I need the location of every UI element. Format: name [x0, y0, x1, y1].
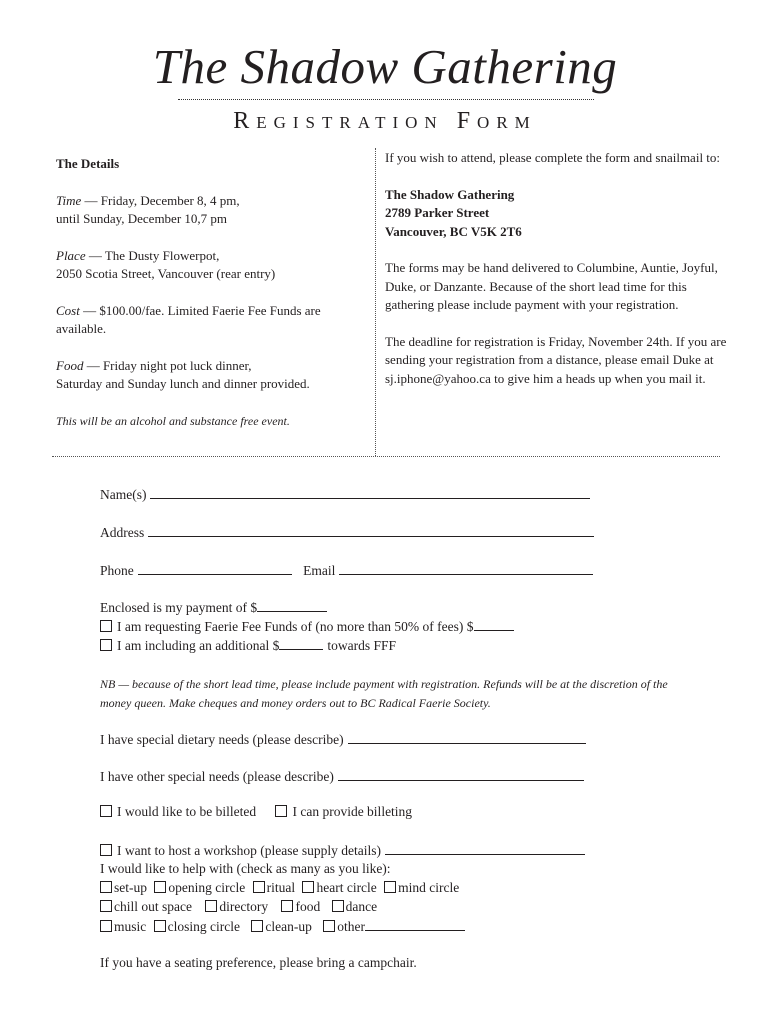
time-line2: until Sunday, December 10,7 pm [56, 211, 228, 226]
cleanup-label: clean-up [265, 919, 312, 934]
other-label: other [337, 919, 365, 934]
music-checkbox[interactable] [100, 920, 112, 932]
place-line1: — The Dusty Flowerpot, [88, 247, 220, 263]
fff-request-label: I am requesting Faerie Fee Funds of (no more than 50% of fees) $ [117, 619, 474, 634]
workshop-field[interactable] [385, 842, 585, 855]
column-divider [375, 148, 376, 456]
food-line2: Saturday and Sunday lunch and dinner provided. [56, 376, 310, 391]
chill-out-label: chill out space [114, 899, 192, 914]
closing-circle-checkbox[interactable] [154, 920, 166, 932]
cost-info [56, 302, 366, 339]
address-line1: The Shadow Gathering [385, 186, 515, 202]
seating-note: If you have a seating preference, please bring a campchair. [100, 955, 417, 970]
food-label: food [295, 899, 321, 914]
time-line1: — Friday, December 8, 4 pm, [84, 192, 240, 208]
title-divider [178, 99, 594, 100]
address-label: Address [100, 525, 145, 540]
fff-request-checkbox[interactable] [100, 620, 112, 632]
dance-label: dance [345, 899, 378, 914]
place-label: Place [56, 247, 86, 263]
fff-request-field[interactable] [474, 618, 514, 631]
address-row [100, 524, 594, 541]
names-label: Name(s) [100, 487, 147, 502]
ritual-checkbox[interactable] [253, 881, 265, 893]
other-needs-field[interactable] [338, 768, 584, 781]
details-column [56, 155, 366, 430]
deadline-text: The deadline for registration is Friday, November 24th. If you are sending your registration from a distance, please email Duke at sj.iphone@yahoo.ca to give him a heads up when you mail it. [385, 333, 727, 386]
additional-label: I am including an additional $ [117, 638, 280, 653]
provide-billeting-checkbox[interactable] [275, 805, 287, 817]
setup-label: set-up [114, 880, 147, 895]
directory-checkbox[interactable] [205, 900, 217, 912]
workshop-checkbox[interactable] [100, 844, 112, 856]
additional-row [100, 637, 396, 654]
billeted-label: I would like to be billeted [117, 804, 257, 819]
info-column [385, 149, 730, 388]
substance-free-note: This will be an alcohol and substance free event. [56, 413, 290, 428]
opening-circle-label: opening circle [168, 880, 246, 895]
food-label: Food [56, 357, 84, 373]
billeting-row [100, 804, 412, 820]
payment-label: Enclosed is my payment of $ [100, 600, 258, 615]
payment-field[interactable] [257, 599, 327, 612]
closing-circle-label: closing circle [167, 919, 240, 934]
additional-checkbox[interactable] [100, 639, 112, 651]
address-line2: 2789 Parker Street [385, 205, 490, 220]
form-subtitle: Registration Form [233, 108, 537, 134]
workshop-label: I want to host a workshop (please supply details) [117, 843, 381, 858]
phone-field[interactable] [138, 562, 292, 575]
time-label: Time [56, 192, 82, 208]
fff-request-row [100, 618, 514, 635]
mind-circle-label: mind circle [398, 880, 460, 895]
other-needs-row [100, 768, 584, 785]
payment-row [100, 599, 327, 616]
cost-text: — $100.00/fae. Limited Faerie Fee Funds are available. [56, 302, 321, 336]
place-info [56, 247, 366, 266]
other-needs-label: I have other special needs (please describe) [100, 769, 334, 784]
nb-note: NB — because of the short lead time, please include payment with registration. Refunds will be at the discretion of the money queen. Make cheques and money orders out to BC Radical Faerie Society. [100, 677, 668, 710]
contact-row [100, 562, 593, 579]
dietary-row [100, 731, 586, 748]
place-line2: 2050 Scotia Street, Vancouver (rear entry) [56, 266, 276, 281]
help-label: I would like to help with (check as many as you like): [100, 861, 391, 876]
email-label: Email [303, 563, 336, 578]
heart-circle-checkbox[interactable] [302, 881, 314, 893]
additional-suffix: towards FFF [327, 638, 396, 653]
food-checkbox[interactable] [281, 900, 293, 912]
intro-text: If you wish to attend, please complete the form and snailmail to: [385, 150, 721, 165]
cleanup-checkbox[interactable] [251, 920, 263, 932]
other-field[interactable] [365, 918, 465, 931]
help-options-row1 [100, 880, 459, 896]
other-checkbox[interactable] [323, 920, 335, 932]
details-heading: The Details [56, 156, 120, 171]
workshop-row [100, 842, 585, 859]
names-row [100, 486, 590, 503]
food-info [56, 357, 366, 376]
section-divider [52, 456, 720, 457]
opening-circle-checkbox[interactable] [154, 881, 166, 893]
dietary-label: I have special dietary needs (please describe) [100, 732, 344, 747]
address-field[interactable] [148, 524, 594, 537]
setup-checkbox[interactable] [100, 881, 112, 893]
phone-label: Phone [100, 563, 134, 578]
time-info [56, 192, 366, 211]
additional-field[interactable] [279, 637, 323, 650]
provide-billeting-label: I can provide billeting [292, 804, 413, 819]
cost-label: Cost [56, 302, 80, 318]
dietary-field[interactable] [348, 731, 586, 744]
names-field[interactable] [150, 486, 590, 499]
chill-out-checkbox[interactable] [100, 900, 112, 912]
ritual-label: ritual [266, 880, 296, 895]
help-options-row3 [100, 918, 465, 935]
food-line1: — Friday night pot luck dinner, [86, 357, 252, 373]
address-line3: Vancouver, BC V5K 2T6 [385, 223, 522, 239]
form-title: The Shadow Gathering [152, 39, 618, 94]
delivery-text: The forms may be hand delivered to Columbine, Auntie, Joyful, Duke, or Danzante. Because of the short lead time for this gathering please include payment with your registration. [385, 260, 718, 312]
mind-circle-checkbox[interactable] [384, 881, 396, 893]
music-label: music [114, 919, 147, 934]
directory-label: directory [219, 899, 269, 914]
dance-checkbox[interactable] [332, 900, 344, 912]
help-options-row2 [100, 899, 377, 915]
heart-circle-label: heart circle [316, 880, 377, 895]
email-field[interactable] [339, 562, 593, 575]
billeted-checkbox[interactable] [100, 805, 112, 817]
